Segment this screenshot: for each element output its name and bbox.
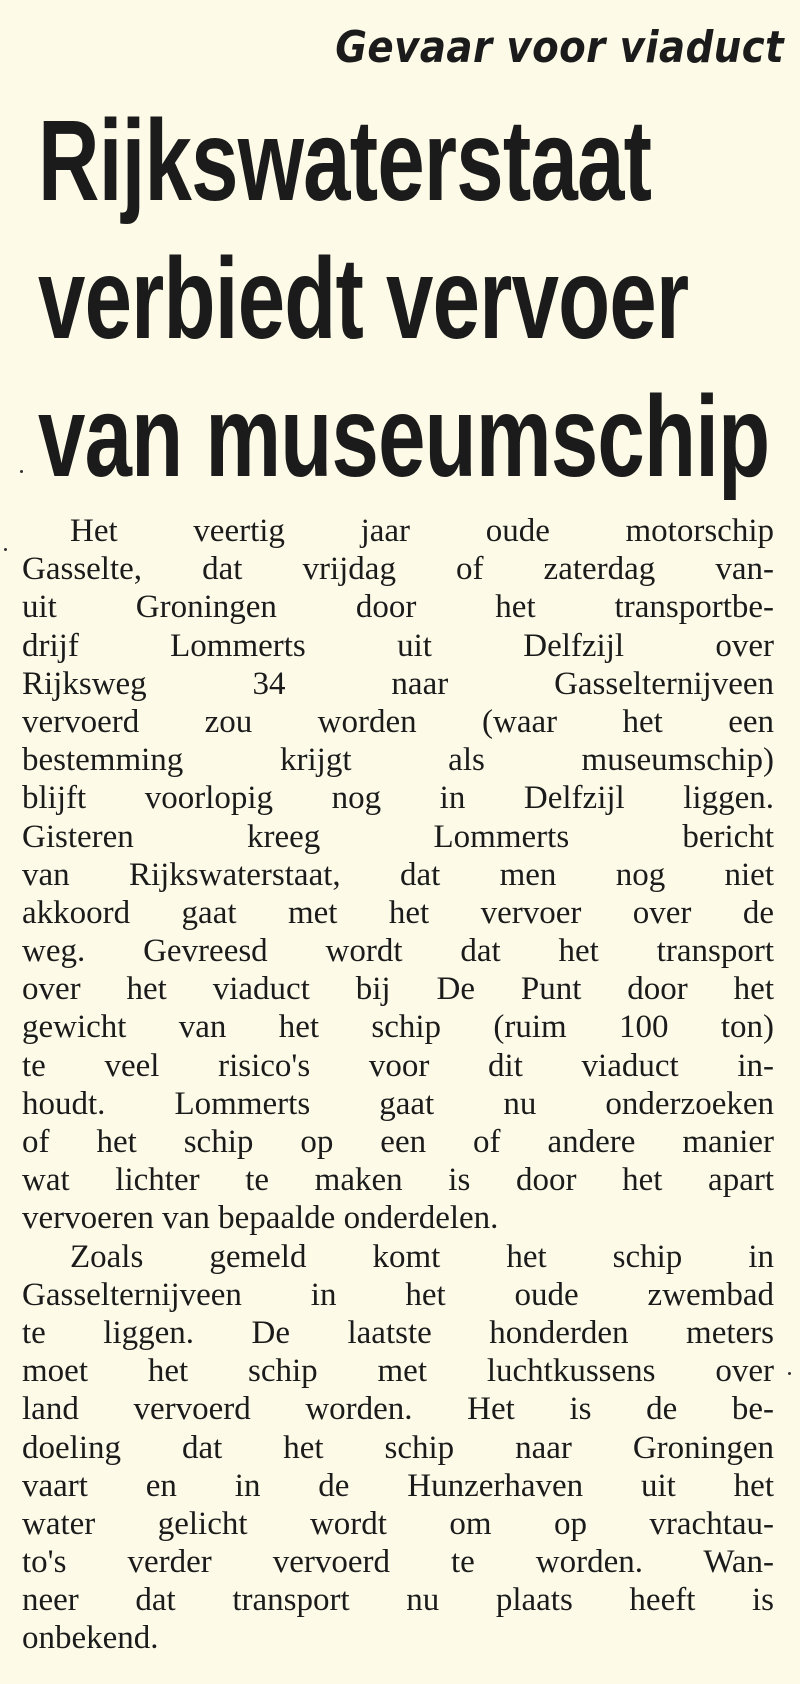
body-line: akkoord gaat met het vervoer over de (22, 894, 774, 931)
body-line: of het schip op een of andere manier (22, 1124, 774, 1160)
body-line: onbekend. (22, 1620, 159, 1657)
article-body (22, 512, 774, 1658)
body-line: Gisteren kreeg Lommerts bericht (22, 818, 774, 855)
body-line: wat lichter te maken is door het apart (22, 1162, 774, 1199)
body-line: doeling dat het schip naar Groningen (22, 1429, 774, 1466)
body-line: Gasselternijveen in het oude zwembad (22, 1276, 774, 1313)
headline-line: verbiedt vervoer (38, 235, 689, 363)
body-line: Het veertig jaar oude motorschip (70, 513, 774, 549)
body-line: neer dat transport nu plaats heeft is (22, 1582, 774, 1619)
body-line: water gelicht wordt om op vrachtau- (22, 1505, 774, 1542)
body-line: drijf Lommerts uit Delfzijl over (22, 627, 774, 664)
body-line: Gasselte, dat vrijdag of zaterdag van- (22, 551, 774, 588)
print-speck (788, 1372, 791, 1375)
body-line: Zoals gemeld komt het schip in (70, 1238, 774, 1275)
body-line: weg. Gevreesd wordt dat het transport (22, 933, 774, 970)
kicker-headline: Gevaar voor viaduct (335, 22, 784, 73)
headline-line: van museumschip (38, 373, 770, 501)
body-line: van Rijkswaterstaat, dat men nog niet (22, 856, 774, 893)
body-line: moet het schip met luchtkussens over (22, 1353, 774, 1390)
body-line: houdt. Lommerts gaat nu onderzoeken (22, 1085, 774, 1122)
main-headline (38, 92, 778, 506)
print-speck (20, 470, 23, 473)
body-line: Rijksweg 34 naar Gasselternijveen (22, 665, 774, 702)
body-line: gewicht van het schip (ruim 100 ton) (22, 1009, 774, 1046)
body-line: te veel risico's voor dit viaduct in- (22, 1047, 774, 1084)
print-speck (4, 548, 7, 551)
body-line: vervoerd zou worden (waar het een (22, 703, 774, 740)
headline-line: Rijkswaterstaat (38, 97, 652, 225)
body-line: uit Groningen door het transportbe- (22, 589, 774, 626)
body-line: over het viaduct bij De Punt door het (22, 971, 774, 1008)
body-line: vaart en in de Hunzerhaven uit het (22, 1467, 774, 1504)
body-line: vervoeren van bepaalde onderdelen. (22, 1200, 499, 1237)
body-line: te liggen. De laatste honderden meters (22, 1314, 774, 1351)
body-line: blijft voorlopig nog in Delfzijl liggen. (22, 780, 774, 817)
body-line: bestemming krijgt als museumschip) (22, 742, 774, 779)
body-line: to's verder vervoerd te worden. Wan- (22, 1544, 774, 1581)
body-line: land vervoerd worden. Het is de be- (22, 1391, 774, 1428)
